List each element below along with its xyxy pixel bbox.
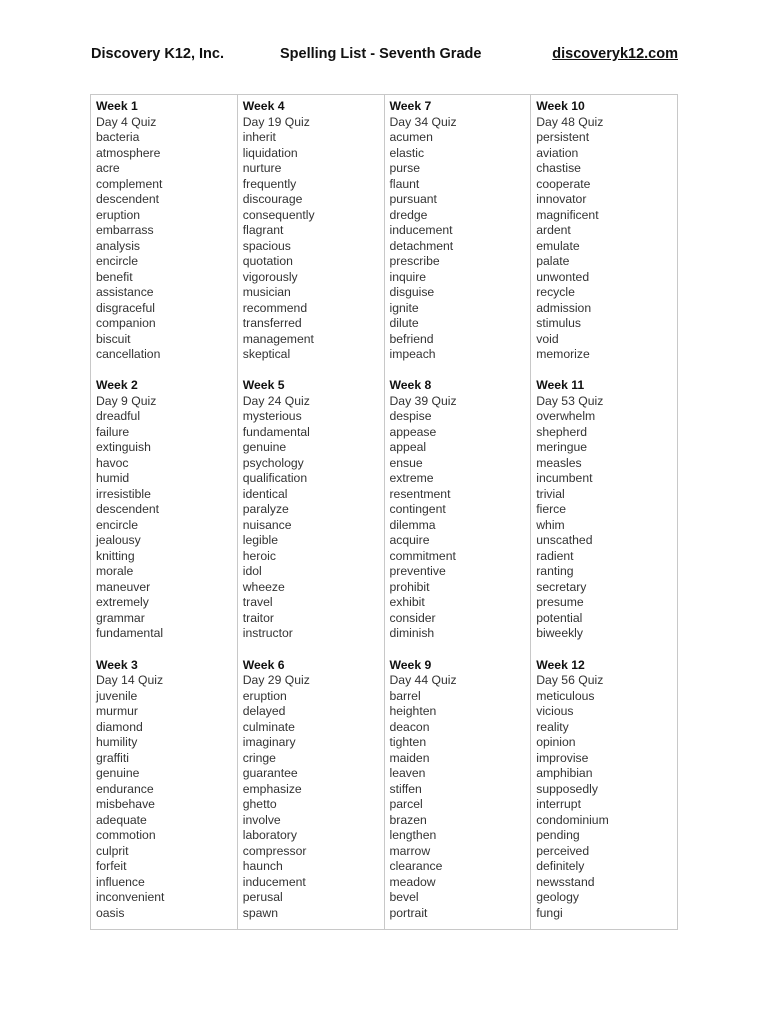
spelling-word: biweekly [536, 626, 583, 641]
spelling-word: imaginary [242, 735, 296, 750]
spelling-word: meadow [389, 874, 436, 889]
spelling-word: exhibit [389, 595, 425, 610]
quiz-day: Day 34 Quiz [389, 114, 457, 129]
spelling-word: amphibian [536, 766, 593, 781]
spelling-word: haunch [242, 859, 283, 874]
spelling-word: companion [96, 316, 156, 330]
spelling-word: eruption [242, 688, 287, 703]
spelling-word: inherit [242, 130, 276, 144]
spelling-word: nurture [242, 161, 282, 175]
spelling-word: jealousy [96, 533, 141, 548]
spelling-word: assistance [96, 285, 154, 299]
spelling-word: ardent [536, 223, 571, 237]
spelling-word: unscathed [536, 533, 593, 548]
week-block [243, 99, 384, 378]
spelling-word: morale [96, 564, 134, 579]
spelling-word: genuine [242, 440, 287, 455]
spelling-table [90, 94, 678, 930]
spelling-word: unwonted [536, 269, 590, 284]
spelling-word: juvenile [96, 688, 138, 703]
spelling-word: genuine [96, 766, 140, 781]
week-title: Week 10 [536, 99, 585, 113]
week-title: Week 12 [536, 657, 585, 672]
spelling-word: supposedly [536, 781, 598, 796]
spelling-word: spawn [242, 905, 278, 920]
spelling-word: dredge [389, 207, 428, 222]
spelling-word: oasis [96, 905, 125, 920]
company-name: Discovery K12, Inc. [91, 46, 224, 62]
week-title: Week 11 [536, 378, 585, 393]
spelling-word: havoc [96, 455, 129, 470]
spelling-word: interrupt [536, 797, 581, 812]
spelling-word: brazen [389, 812, 427, 827]
spelling-word: maiden [389, 750, 430, 765]
spelling-word: biscuit [96, 331, 131, 346]
spelling-word: preventive [389, 564, 446, 579]
spelling-word: shepherd [536, 424, 588, 439]
quiz-day: Day 39 Quiz [389, 393, 457, 408]
spelling-word: potential [536, 610, 583, 625]
quiz-day: Day 4 Quiz [96, 114, 157, 129]
spelling-word: grammar [96, 610, 145, 625]
week-block [243, 378, 384, 657]
spelling-word: culminate [242, 719, 295, 734]
spelling-word: bevel [389, 890, 419, 905]
spelling-word: fundamental [242, 424, 310, 439]
spelling-word: endurance [96, 781, 154, 796]
spelling-word: aviation [536, 145, 579, 160]
spelling-word: consequently [242, 207, 315, 222]
spelling-word: legible [242, 533, 278, 548]
spelling-word: appeal [389, 440, 427, 455]
spelling-word: impeach [389, 347, 436, 361]
spelling-word: wheeze [242, 579, 285, 594]
spelling-word: extremely [96, 595, 149, 610]
spelling-word: benefit [96, 269, 133, 284]
spelling-word: spacious [242, 238, 291, 253]
spelling-word: stiffen [389, 781, 422, 796]
spelling-word: flaunt [389, 176, 420, 191]
spelling-word: incumbent [536, 471, 593, 486]
spelling-word: liquidation [242, 145, 298, 160]
spelling-word: adequate [96, 812, 147, 827]
spelling-word: inducement [242, 874, 306, 889]
spelling-word: humility [96, 735, 138, 750]
spelling-word: management [242, 331, 314, 346]
spelling-word: qualification [242, 471, 308, 486]
spelling-word: ignite [389, 300, 419, 315]
spelling-word: frequently [242, 176, 297, 191]
spelling-word: definitely [536, 859, 585, 874]
spelling-word: cancellation [96, 347, 161, 361]
spelling-word: admission [536, 300, 592, 315]
spelling-word: secretary [536, 579, 587, 594]
spelling-word: influence [96, 874, 145, 889]
spelling-word: prohibit [389, 579, 430, 594]
spelling-word: stimulus [536, 316, 581, 330]
spelling-word: befriend [389, 331, 434, 346]
spelling-word: newsstand [536, 874, 595, 889]
week-title: Week 3 [96, 657, 138, 672]
spelling-word: acre [96, 161, 120, 175]
spelling-word: compressor [242, 843, 307, 858]
quiz-day: Day 29 Quiz [242, 673, 310, 688]
spelling-word: quotation [242, 254, 293, 268]
spelling-word: idol [242, 564, 262, 579]
spelling-word: clearance [389, 859, 443, 874]
spelling-word: mysterious [242, 409, 302, 424]
week-title: Week 6 [242, 657, 285, 672]
spelling-word: overwhelm [536, 409, 596, 424]
spelling-word: delayed [242, 704, 286, 719]
week-block [536, 99, 677, 378]
website-link[interactable]: discoveryk12.com [552, 46, 678, 62]
spelling-word: travel [242, 595, 273, 610]
spelling-word: pursuant [389, 192, 437, 206]
spelling-word: innovator [536, 192, 587, 206]
spelling-word: pending [536, 828, 580, 843]
spelling-word: psychology [242, 455, 304, 470]
spelling-word: memorize [536, 347, 590, 361]
spelling-word: marrow [389, 843, 431, 858]
week-block [243, 658, 384, 937]
spelling-word: graffiti [96, 750, 129, 765]
spelling-word: presume [536, 595, 584, 610]
spelling-word: vigorously [242, 269, 298, 284]
spelling-word: contingent [389, 502, 446, 517]
spelling-word: skeptical [242, 347, 291, 361]
page-title: Spelling List - Seventh Grade [280, 46, 482, 62]
spelling-word: meticulous [536, 688, 595, 703]
quiz-day: Day 53 Quiz [536, 393, 604, 408]
spelling-word: dreadful [96, 409, 141, 424]
week-title: Week 5 [242, 378, 285, 393]
table-column [238, 95, 385, 929]
spelling-word: forfeit [96, 859, 127, 874]
spelling-word: void [536, 331, 559, 346]
spelling-word: portrait [389, 905, 428, 920]
week-block [536, 378, 677, 657]
spelling-word: purse [389, 161, 420, 175]
spelling-word: traitor [242, 610, 274, 625]
week-block [390, 378, 531, 657]
spelling-word: opinion [536, 735, 576, 750]
spelling-word: chastise [536, 161, 581, 175]
spelling-word: tighten [389, 735, 427, 750]
spelling-word: commotion [96, 828, 156, 843]
spelling-word: identical [242, 486, 288, 501]
spelling-word: elastic [389, 145, 425, 160]
week-title: Week 7 [389, 99, 432, 113]
spelling-word: consider [389, 610, 436, 625]
spelling-word: cringe [242, 750, 276, 765]
quiz-day: Day 44 Quiz [389, 673, 457, 688]
week-title: Week 8 [389, 378, 432, 393]
week-title: Week 4 [242, 99, 285, 113]
spelling-word: barrel [389, 688, 421, 703]
spelling-word: diminish [389, 626, 435, 641]
spelling-word: despise [389, 409, 432, 424]
spelling-word: geology [536, 890, 579, 905]
week-block [390, 658, 531, 937]
week-title: Week 1 [96, 99, 138, 113]
spelling-word: ranting [536, 564, 574, 579]
spelling-word: prescribe [389, 254, 440, 268]
spelling-word: acquire [389, 533, 430, 548]
spelling-word: emulate [536, 238, 580, 253]
week-block [96, 99, 237, 378]
spelling-word: musician [242, 285, 291, 299]
spelling-word: nuisance [242, 517, 292, 532]
spelling-word: paralyze [242, 502, 289, 517]
spelling-word: appease [389, 424, 437, 439]
spelling-word: extinguish [96, 440, 151, 455]
week-block [390, 99, 531, 378]
quiz-day: Day 56 Quiz [536, 673, 604, 688]
spelling-word: condominium [536, 812, 609, 827]
spelling-word: descendent [96, 502, 160, 517]
spelling-word: diamond [96, 719, 143, 734]
spelling-word: discourage [242, 192, 303, 206]
week-block [536, 658, 677, 937]
spelling-word: deacon [389, 719, 430, 734]
quiz-day: Day 48 Quiz [536, 114, 604, 129]
spelling-word: fungi [536, 905, 563, 920]
quiz-day: Day 24 Quiz [242, 393, 310, 408]
spelling-word: lengthen [389, 828, 437, 843]
spelling-word: humid [96, 471, 130, 486]
spelling-word: inquire [389, 269, 427, 284]
quiz-day: Day 19 Quiz [242, 114, 310, 129]
spelling-word: encircle [96, 254, 138, 268]
spelling-word: dilemma [389, 517, 436, 532]
spelling-word: transferred [242, 316, 302, 330]
spelling-word: radient [536, 548, 574, 563]
spelling-word: inconvenient [96, 890, 165, 905]
spelling-word: atmosphere [96, 145, 161, 160]
spelling-word: improvise [536, 750, 589, 765]
spelling-word: palate [536, 254, 570, 268]
spelling-word: recycle [536, 285, 575, 299]
spelling-word: resentment [389, 486, 451, 501]
spelling-word: irresistible [96, 486, 151, 501]
spelling-word: disgraceful [96, 300, 155, 315]
spelling-word: flagrant [242, 223, 284, 237]
week-block [96, 378, 237, 657]
spelling-word: heroic [242, 548, 276, 563]
spelling-word: dilute [389, 316, 419, 330]
spelling-word: encircle [96, 517, 138, 532]
spelling-word: instructor [242, 626, 293, 641]
spelling-word: trivial [536, 486, 565, 501]
spelling-word: extreme [389, 471, 434, 486]
spelling-word: whim [536, 517, 565, 532]
week-block [96, 658, 237, 937]
week-title: Week 2 [96, 378, 138, 393]
spelling-word: recommend [242, 300, 308, 315]
spelling-word: eruption [96, 207, 141, 222]
spelling-word: disguise [389, 285, 435, 299]
spelling-word: perceived [536, 843, 590, 858]
spelling-word: emphasize [242, 781, 302, 796]
spelling-word: magnificent [536, 207, 599, 222]
quiz-day: Day 9 Quiz [96, 393, 157, 408]
spelling-word: fierce [536, 502, 567, 517]
spelling-word: murmur [96, 704, 138, 719]
spelling-word: descendent [96, 192, 160, 206]
spelling-word: analysis [96, 238, 141, 253]
spelling-word: guarantee [242, 766, 298, 781]
spelling-word: perusal [242, 890, 283, 905]
table-column [91, 95, 238, 929]
spelling-word: persistent [536, 130, 590, 144]
spelling-word: commitment [389, 548, 456, 563]
week-title: Week 9 [389, 657, 432, 672]
table-column [385, 95, 532, 929]
spelling-word: knitting [96, 548, 135, 563]
spelling-word: inducement [389, 223, 453, 237]
spelling-word: detachment [389, 238, 454, 253]
spelling-word: vicious [536, 704, 574, 719]
spelling-word: acumen [389, 130, 433, 144]
table-column [531, 95, 677, 929]
spelling-word: bacteria [96, 130, 140, 144]
spelling-word: misbehave [96, 797, 155, 812]
spelling-word: fundamental [96, 626, 164, 641]
spelling-word: culprit [96, 843, 129, 858]
quiz-day: Day 14 Quiz [96, 673, 164, 688]
spelling-word: parcel [389, 797, 423, 812]
spelling-word: ensue [389, 455, 423, 470]
spelling-word: leaven [389, 766, 426, 781]
spelling-word: maneuver [96, 579, 151, 594]
spelling-word: embarrass [96, 223, 154, 237]
spelling-word: heighten [389, 704, 437, 719]
spelling-word: laboratory [242, 828, 297, 843]
page-header [91, 46, 678, 66]
spelling-word: complement [96, 176, 163, 191]
spelling-word: involve [242, 812, 281, 827]
spelling-word: meringue [536, 440, 588, 455]
spelling-word: measles [536, 455, 582, 470]
spelling-word: reality [536, 719, 569, 734]
spelling-word: failure [96, 424, 130, 439]
spelling-word: cooperate [536, 176, 591, 191]
spelling-word: ghetto [242, 797, 277, 812]
